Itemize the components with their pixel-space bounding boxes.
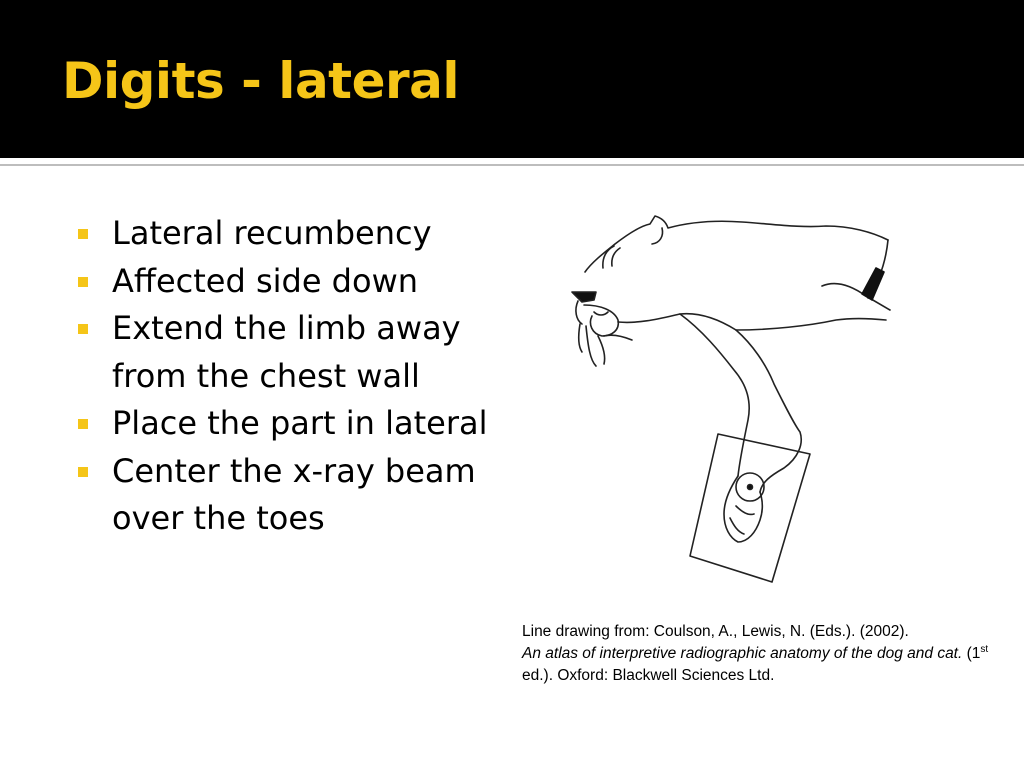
header-divider-white <box>0 160 1024 163</box>
bullet-item <box>78 400 518 448</box>
bullet-text: Extend the limb away from the chest wall <box>112 309 461 395</box>
bullet-text: Lateral recumbency <box>112 214 432 252</box>
caption-edition-open: (1 <box>966 645 981 662</box>
bullet-text: Affected side down <box>112 261 419 300</box>
title-bar <box>0 0 1024 158</box>
caption-book-title: An atlas of interpretive radiographic anatomy of the dog and cat. <box>522 645 963 662</box>
caption-source: Line drawing from: Coulson, A., Lewis, N. (Eds.). (2002). <box>522 623 909 640</box>
caption-edition-rest: ed.). Oxford: Blackwell Sciences Ltd. <box>522 667 775 684</box>
bullet-list <box>78 210 518 543</box>
dog-positioning-figure <box>540 200 920 600</box>
bullet-text: Center the x-ray beam over the toes <box>112 451 476 537</box>
square-bullet-icon <box>78 229 88 239</box>
square-bullet-icon <box>78 419 88 429</box>
caption-edition-sup: st <box>980 643 989 655</box>
bullet-item <box>78 258 518 306</box>
bullet-item <box>78 305 518 400</box>
figure-caption <box>522 621 992 687</box>
square-bullet-icon <box>78 324 88 334</box>
header-divider-gray <box>0 164 1024 166</box>
bullet-item <box>78 210 518 258</box>
square-bullet-icon <box>78 467 88 477</box>
slide-title: Digits - lateral <box>62 52 460 110</box>
bullet-text: Place the part in lateral <box>112 404 488 442</box>
dog-positioning-line-drawing-icon <box>540 200 920 600</box>
bullet-item <box>78 448 518 543</box>
square-bullet-icon <box>78 277 88 287</box>
